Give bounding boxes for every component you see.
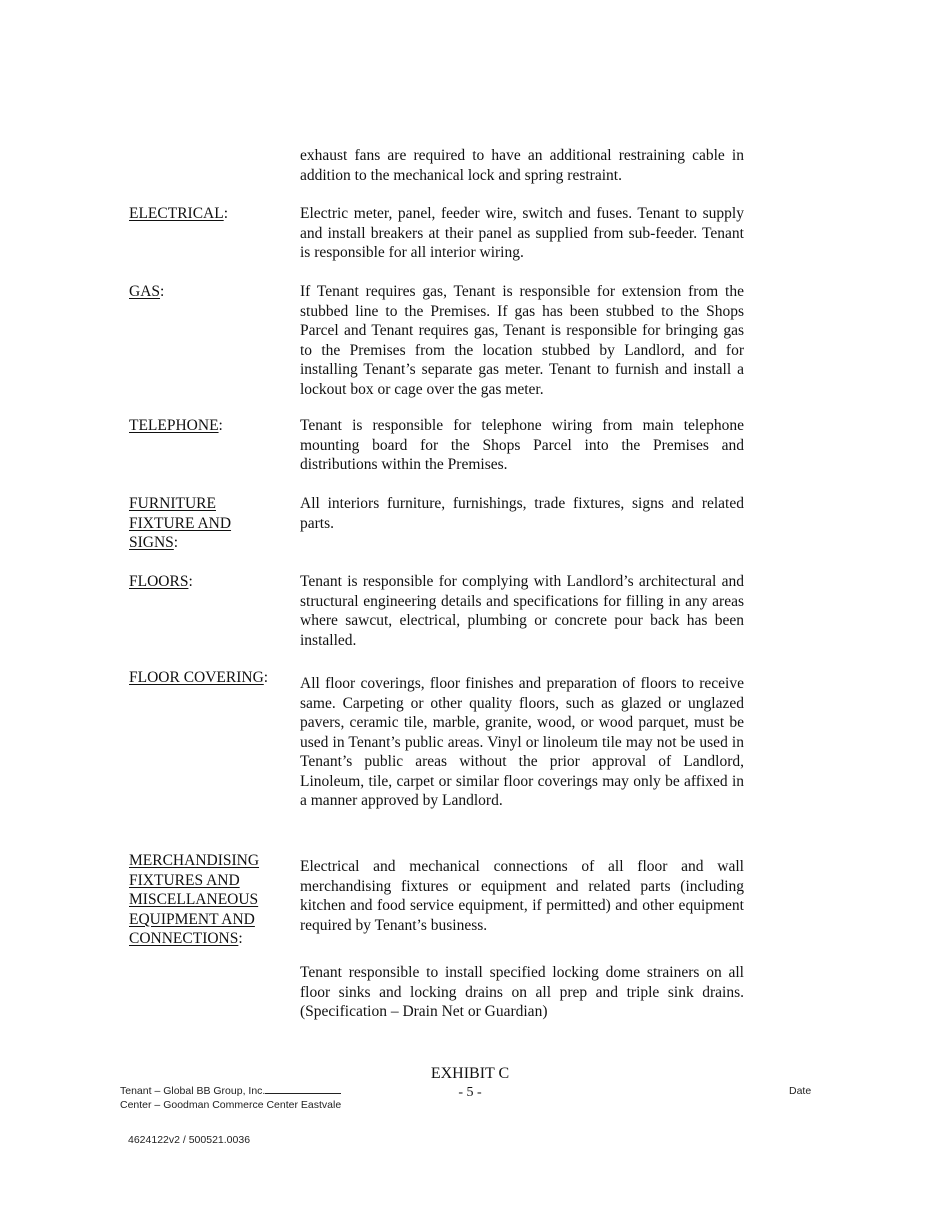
label-gas: GAS: <box>129 283 165 300</box>
exhibit-title: EXHIBIT C <box>430 1065 510 1082</box>
label-furniture-fixture-signs: FURNITURE FIXTURE AND SIGNS: <box>129 495 232 551</box>
text-drain-strainers: Tenant responsible to install specified locking dome strainers on all floor sinks and locking drains on all prep and triple sink drains. (Specification – Drain Net or Guardian) <box>300 964 744 1020</box>
footer-tenant-line: Tenant – Global BB Group, Inc. <box>120 1083 341 1099</box>
document-id: 4624122v2 / 500521.0036 <box>128 1134 251 1146</box>
intro-paragraph: exhaust fans are required to have an additional restraining cable in addition to the mechanical lock and spring restraint. <box>300 147 744 184</box>
footer-date: Date <box>789 1085 812 1097</box>
label-telephone: TELEPHONE: <box>129 417 223 434</box>
text-electrical: Electric meter, panel, feeder wire, switch and fuses. Tenant to supply and install breakers at their panel as supplied from sub-feeder. Tenant is responsible for all interior wiring. <box>300 205 744 261</box>
text-telephone: Tenant is responsible for telephone wiring from main telephone mounting board for the Shops Parcel into the Premises and distributions within the Premises. <box>300 417 744 473</box>
footer-center: Center – Goodman Commerce Center Eastvale <box>120 1099 342 1111</box>
signature-blank <box>265 1083 341 1094</box>
text-merchandising: Electrical and mechanical connections of all floor and wall merchandising fixtures or equipment and related parts (including kitchen and food service equipment, if permitted) and other equipment required by Tenant’s business. <box>300 858 744 934</box>
text-furniture-fixture-signs: All interiors furniture, furnishings, trade fixtures, signs and related parts. <box>300 495 744 532</box>
text-gas: If Tenant requires gas, Tenant is responsible for extension from the stubbed line to the Premises. If gas has been stubbed to the Shops Parcel and Tenant requires gas, Tenant is responsible for bringing gas to the Premises from the location stubbed by Landlord, and for installing Tenant’s separate gas meter. Tenant to furnish and install a lockout box or cage over the gas meter. <box>300 283 744 398</box>
label-floor-covering: FLOOR COVERING: <box>129 669 269 686</box>
label-floors: FLOORS: <box>129 573 193 590</box>
label-electrical: ELECTRICAL: <box>129 205 229 222</box>
text-floors: Tenant is responsible for complying with Landlord’s architectural and structural engineering details and specifications for filling in any areas where sawcut, electrical, plumbing or concrete pour back has been installed. <box>300 573 744 649</box>
page-number: - 5 - <box>458 1085 482 1100</box>
label-merchandising: MERCHANDISING FIXTURES AND MISCELLANEOUS EQUIPMENT AND CONNECTIONS: <box>129 852 260 947</box>
text-floor-covering: All floor coverings, floor finishes and preparation of floors to receive same. Carpeting or other quality floors, such as glazed or unglazed pavers, ceramic tile, marble, granite, wood, or wood parquet, must be used in Tenant’s public areas. Vinyl or linoleum tile may not be used in Tenant’s public areas without the prior approval of Landlord, Linoleum, tile, carpet or similar floor coverings may only be affixed in a manner approved by Landlord. <box>300 675 744 809</box>
